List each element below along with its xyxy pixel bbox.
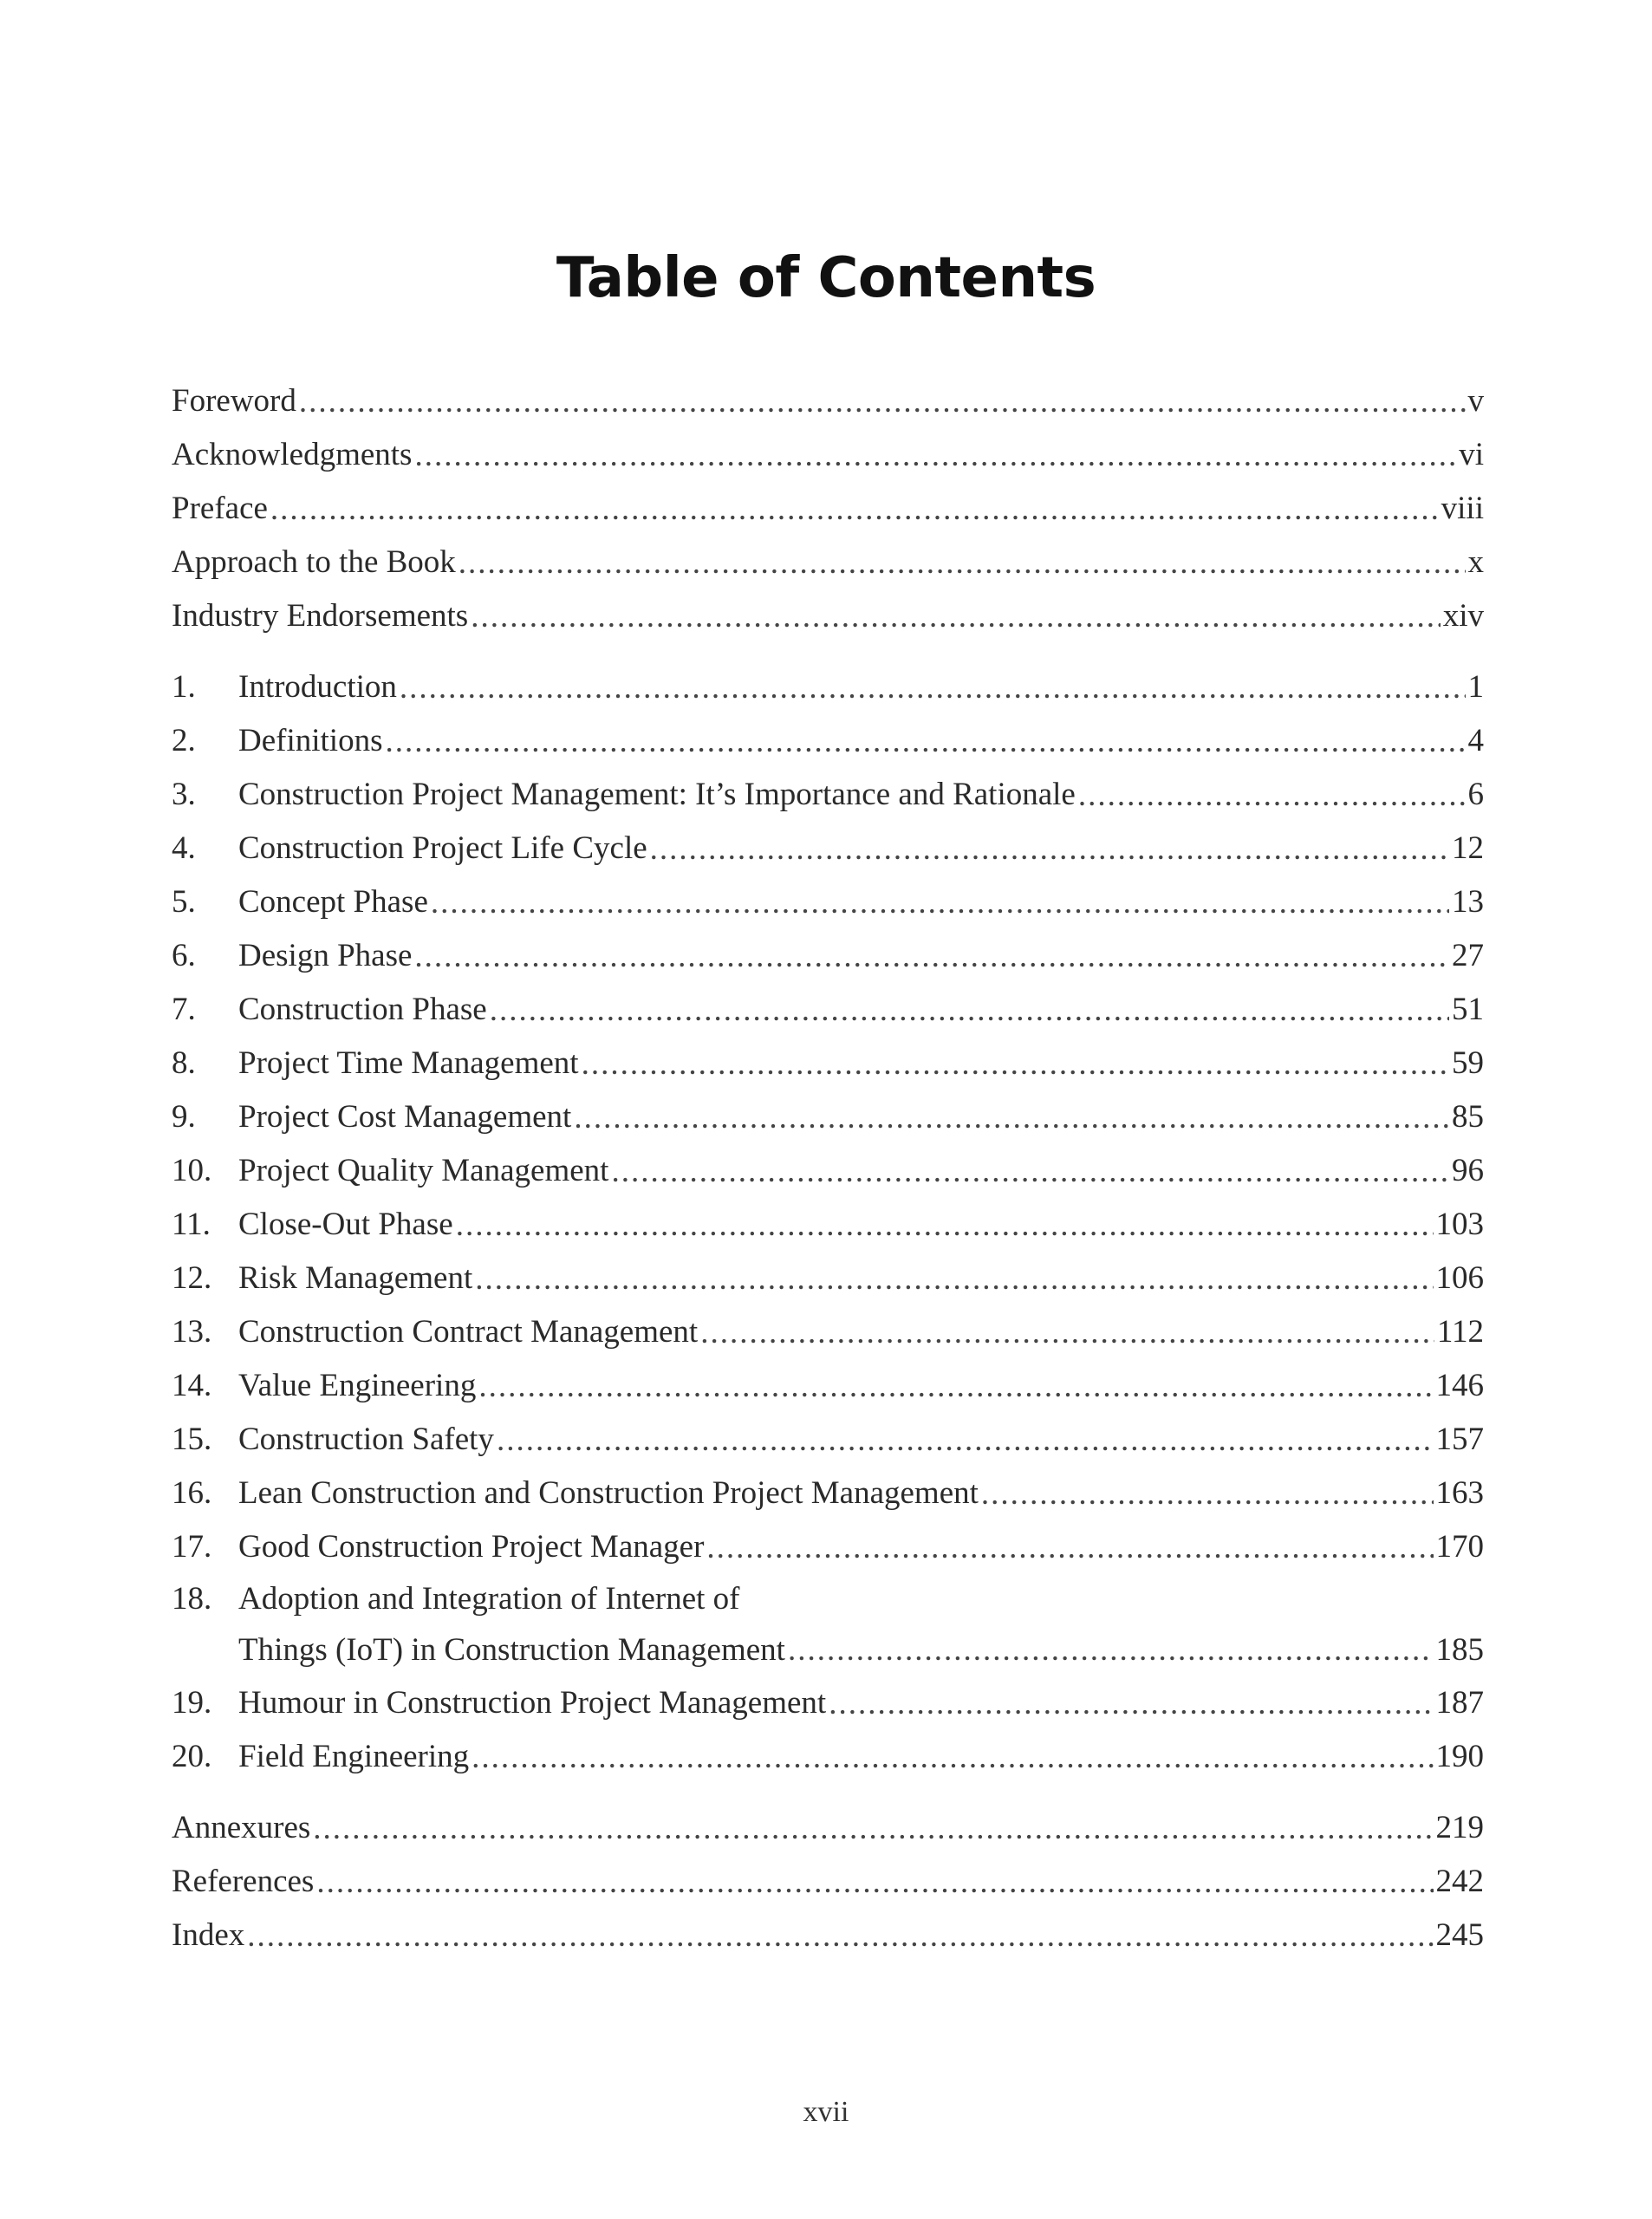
chapter-title: Construction Project Management: It’s Importance and Rationale — [238, 777, 1076, 812]
toc-entry-index[interactable] — [172, 1909, 1484, 1962]
chapter-title: Construction Contract Management — [238, 1314, 699, 1350]
chapter-number: 4. — [172, 830, 196, 866]
toc-chapter-5[interactable] — [172, 875, 1484, 929]
toc-chapter-2[interactable] — [172, 714, 1484, 768]
dot-leader — [497, 1413, 1434, 1467]
chapter-title-line-2: Things (IoT) in Construction Management — [238, 1632, 785, 1668]
toc-entry-acknowledgments[interactable] — [172, 428, 1484, 482]
chapter-title: Value Engineering — [238, 1368, 477, 1403]
chapter-title: Design Phase — [238, 938, 413, 973]
dot-leader — [582, 1037, 1449, 1090]
chapter-number: 17. — [172, 1529, 212, 1565]
toc-entry-label: Index — [172, 1917, 245, 1953]
toc-chapter-19[interactable] — [172, 1676, 1484, 1730]
toc-entry-label: Annexures — [172, 1810, 311, 1845]
dot-leader — [247, 1909, 1433, 1962]
page-title: Table of Contents — [556, 246, 1096, 310]
toc-chapter-16[interactable] — [172, 1467, 1484, 1520]
chapter-page: 170 — [1435, 1529, 1484, 1565]
toc-entry-references[interactable] — [172, 1855, 1484, 1909]
toc-chapter-20[interactable] — [172, 1730, 1484, 1784]
chapter-page: 1 — [1467, 669, 1484, 705]
toc-entry-label: Approach to the Book — [172, 544, 456, 580]
chapter-page: 106 — [1435, 1260, 1484, 1296]
toc-entry-page: v — [1467, 383, 1484, 419]
chapter-page: 12 — [1452, 830, 1484, 866]
dot-leader — [414, 929, 1449, 983]
toc-list — [172, 374, 1484, 1962]
section-gap — [172, 643, 1484, 660]
chapter-number: 20. — [172, 1739, 212, 1774]
chapter-page: 4 — [1467, 723, 1484, 758]
dot-leader — [829, 1676, 1433, 1730]
chapter-page: 27 — [1452, 938, 1484, 973]
chapter-title: Lean Construction and Construction Project Management — [238, 1475, 979, 1511]
dot-leader — [700, 1305, 1434, 1359]
chapter-page: 146 — [1435, 1368, 1484, 1403]
dot-leader — [431, 875, 1449, 929]
toc-chapter-1[interactable] — [172, 660, 1484, 714]
chapter-page: 85 — [1452, 1099, 1484, 1135]
chapter-page: 157 — [1435, 1422, 1484, 1457]
chapter-number: 6. — [172, 938, 196, 973]
toc-chapter-18[interactable] — [172, 1574, 1484, 1676]
toc-chapter-11[interactable] — [172, 1198, 1484, 1252]
toc-entry-page: 245 — [1435, 1917, 1484, 1953]
chapter-page: 112 — [1436, 1314, 1484, 1350]
chapter-title: Humour in Construction Project Management — [238, 1685, 827, 1721]
chapter-title: Risk Management — [238, 1260, 473, 1296]
toc-chapter-15[interactable] — [172, 1413, 1484, 1467]
toc-entry-approach[interactable] — [172, 536, 1484, 589]
toc-chapter-10[interactable] — [172, 1144, 1484, 1198]
chapter-page: 59 — [1452, 1045, 1484, 1081]
dot-leader — [270, 482, 1439, 536]
chapter-number: 3. — [172, 777, 196, 812]
chapter-title: Good Construction Project Manager — [238, 1529, 705, 1565]
chapter-title: Construction Safety — [238, 1422, 494, 1457]
toc-entry-label: Preface — [172, 491, 268, 526]
chapter-title-block — [238, 1574, 1484, 1676]
toc-chapter-7[interactable] — [172, 983, 1484, 1037]
dot-leader — [706, 1520, 1433, 1574]
chapter-number: 15. — [172, 1422, 212, 1457]
toc-chapter-14[interactable] — [172, 1359, 1484, 1413]
chapter-number: 11. — [172, 1207, 211, 1242]
chapter-title: Concept Phase — [238, 884, 428, 920]
toc-entry-annexures[interactable] — [172, 1801, 1484, 1855]
toc-entry-label: Foreword — [172, 383, 296, 419]
dot-leader — [490, 983, 1449, 1037]
toc-entry-endorsements[interactable] — [172, 589, 1484, 643]
toc-entry-page: 219 — [1435, 1810, 1484, 1845]
chapter-number: 7. — [172, 992, 196, 1027]
toc-entry-label: Industry Endorsements — [172, 598, 469, 634]
chapter-page: 103 — [1435, 1207, 1484, 1242]
chapter-number: 13. — [172, 1314, 212, 1350]
chapter-title: Project Cost Management — [238, 1099, 572, 1135]
dot-leader — [316, 1855, 1433, 1909]
toc-entry-page: viii — [1441, 491, 1484, 526]
toc-chapter-8[interactable] — [172, 1037, 1484, 1090]
toc-entry-label: References — [172, 1864, 315, 1899]
chapter-title: Introduction — [238, 669, 397, 705]
chapter-number: 12. — [172, 1260, 212, 1296]
toc-chapter-3[interactable] — [172, 768, 1484, 822]
toc-chapter-12[interactable] — [172, 1252, 1484, 1305]
toc-entry-foreword[interactable] — [172, 374, 1484, 428]
chapter-title-line-1: Adoption and Integration of Internet of — [238, 1581, 740, 1617]
dot-leader — [472, 1730, 1433, 1784]
dot-leader — [574, 1090, 1449, 1144]
chapter-title: Definitions — [238, 723, 383, 758]
chapter-title-line-2-row — [238, 1624, 1484, 1676]
toc-entry-preface[interactable] — [172, 482, 1484, 536]
toc-entry-page: vi — [1459, 437, 1484, 472]
page-number-footer: xvii — [803, 2096, 849, 2128]
dot-leader — [788, 1624, 1434, 1676]
chapter-title: Field Engineering — [238, 1739, 470, 1774]
chapter-page: 13 — [1452, 884, 1484, 920]
dot-leader — [456, 1198, 1434, 1252]
dot-leader — [981, 1467, 1434, 1520]
dot-leader — [650, 822, 1449, 875]
toc-entry-page: 242 — [1435, 1864, 1484, 1899]
chapter-title: Close-Out Phase — [238, 1207, 453, 1242]
chapter-title: Project Time Management — [238, 1045, 579, 1081]
dot-leader — [471, 589, 1441, 643]
chapter-page: 51 — [1452, 992, 1484, 1027]
toc-chapter-9[interactable] — [172, 1090, 1484, 1144]
dot-leader — [400, 660, 1466, 714]
chapter-page: 163 — [1435, 1475, 1484, 1511]
chapter-number: 2. — [172, 723, 196, 758]
chapter-page: 185 — [1435, 1632, 1484, 1668]
chapter-number: 19. — [172, 1685, 212, 1721]
dot-leader — [385, 714, 1465, 768]
chapter-number: 9. — [172, 1099, 196, 1135]
chapter-number: 1. — [172, 669, 196, 705]
toc-chapter-13[interactable] — [172, 1305, 1484, 1359]
toc-entry-page: x — [1467, 544, 1484, 580]
dot-leader — [478, 1359, 1433, 1413]
chapter-number: 16. — [172, 1475, 212, 1511]
toc-chapter-6[interactable] — [172, 929, 1484, 983]
toc-entry-label: Acknowledgments — [172, 437, 413, 472]
dot-leader — [299, 374, 1466, 428]
chapter-number: 14. — [172, 1368, 212, 1403]
dot-leader — [611, 1144, 1449, 1198]
section-gap — [172, 1784, 1484, 1801]
chapter-page: 6 — [1467, 777, 1484, 812]
chapter-number: 18. — [172, 1581, 212, 1617]
dot-leader — [414, 428, 1456, 482]
chapter-number: 8. — [172, 1045, 196, 1081]
dot-leader — [459, 536, 1466, 589]
dot-leader — [1078, 768, 1466, 822]
dot-leader — [475, 1252, 1433, 1305]
toc-entry-page: xiv — [1442, 598, 1484, 634]
chapter-page: 190 — [1435, 1739, 1484, 1774]
chapter-title: Construction Phase — [238, 992, 487, 1027]
chapter-number: 5. — [172, 884, 196, 920]
chapter-number: 10. — [172, 1153, 212, 1188]
toc-chapter-17[interactable] — [172, 1520, 1484, 1574]
chapter-title: Project Quality Management — [238, 1153, 609, 1188]
toc-chapter-4[interactable] — [172, 822, 1484, 875]
chapter-title: Construction Project Life Cycle — [238, 830, 647, 866]
chapter-page: 96 — [1452, 1153, 1484, 1188]
chapter-page: 187 — [1435, 1685, 1484, 1721]
dot-leader — [313, 1801, 1433, 1855]
